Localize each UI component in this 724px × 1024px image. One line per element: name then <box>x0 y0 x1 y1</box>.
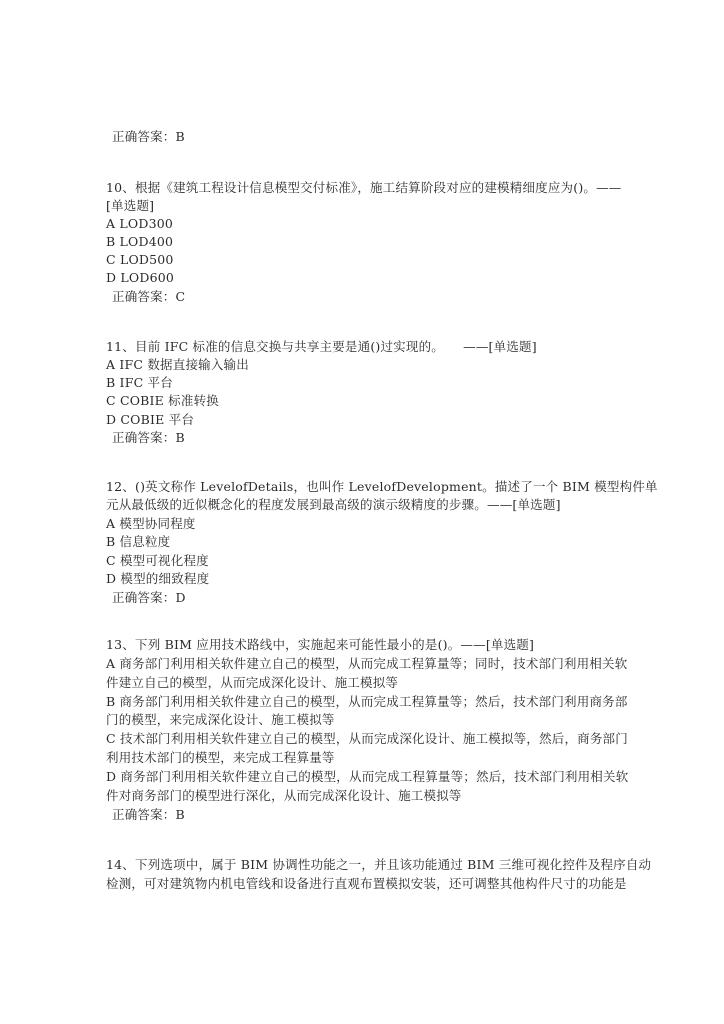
q13-option-a-line2: 件建立自己的模型，从而完成深化设计、施工模拟等 <box>106 675 399 690</box>
q13-stem: 13、下列 BIM 应用技术路线中，实施起来可能性最小的是()。——[单选题] <box>106 637 535 652</box>
q10-stem-line2: [单选题] <box>106 198 155 213</box>
q12-stem-line1: 12、()英文称作 LevelofDetails，也叫作 LevelofDevelopment。描述了一个 BIM 模型构件单 <box>106 479 658 494</box>
answer-prev: 正确答案：B <box>112 129 185 144</box>
q11-stem: 11、目前 IFC 标准的信息交换与共享主要是通()过实现的。 ——[单选题] <box>106 339 537 354</box>
q12-option-c: C 模型可视化程度 <box>106 553 209 568</box>
q13-option-c-line1: C 技术部门利用相关软件建立自己的模型，从而完成深化设计、施工模拟等，然后，商务部门 <box>106 731 628 746</box>
q13-option-a-line1: A 商务部门利用相关软件建立自己的模型，从而完成工程算量等；同时，技术部门利用相关软 <box>106 656 628 671</box>
q10-option-d: D LOD600 <box>106 270 175 285</box>
q12-option-d: D 模型的细致程度 <box>106 571 210 586</box>
q14-stem-line1: 14、下列选项中，属于 BIM 协调性功能之一，并且该功能通过 BIM 三维可视化控件及程序自动 <box>106 857 652 872</box>
q10-option-c: C LOD500 <box>106 252 174 267</box>
q11-option-c: C COBIE 标准转换 <box>106 393 219 408</box>
q12-stem-line2: 元从最低级的近似概念化的程度发展到最高级的演示级精度的步骤。——[单选题] <box>106 497 561 512</box>
q11-option-d: D COBIE 平台 <box>106 412 195 427</box>
q10-option-a: A LOD300 <box>106 216 174 231</box>
q10-answer: 正确答案：C <box>112 289 186 304</box>
q11-answer: 正确答案：B <box>112 430 185 445</box>
q13-option-c-line2: 利用技术部门的模型，来完成工程算量等 <box>106 750 335 765</box>
q13-option-b-line2: 门的模型，来完成深化设计、施工模拟等 <box>106 712 335 727</box>
q11-option-b: B IFC 平台 <box>106 375 173 390</box>
q11-option-a: A IFC 数据直接输入输出 <box>106 357 249 372</box>
q10-stem-line1: 10、根据《建筑工程设计信息模型交付标准》，施工结算阶段对应的建模精细度应为()。—— <box>106 180 622 195</box>
q13-answer: 正确答案：B <box>112 807 185 822</box>
q14-stem-line2: 检测，可对建筑物内机电管线和设备进行直观布置模拟安装，还可调整其他构件尺寸的功能是 <box>106 876 627 891</box>
q12-option-a: A 模型协同程度 <box>106 516 196 531</box>
q13-option-d-line2: 件对商务部门的模型进行深化，从而完成深化设计、施工模拟等 <box>106 788 462 803</box>
q12-option-b: B 信息粒度 <box>106 534 171 549</box>
q13-option-b-line1: B 商务部门利用相关软件建立自己的模型，从而完成工程算量等；然后，技术部门利用商务部 <box>106 694 628 709</box>
q12-answer: 正确答案：D <box>112 590 186 605</box>
q13-option-d-line1: D 商务部门利用相关软件建立自己的模型，从而完成工程算量等；然后，技术部门利用相关软 <box>106 769 629 784</box>
q10-option-b: B LOD400 <box>106 234 174 249</box>
